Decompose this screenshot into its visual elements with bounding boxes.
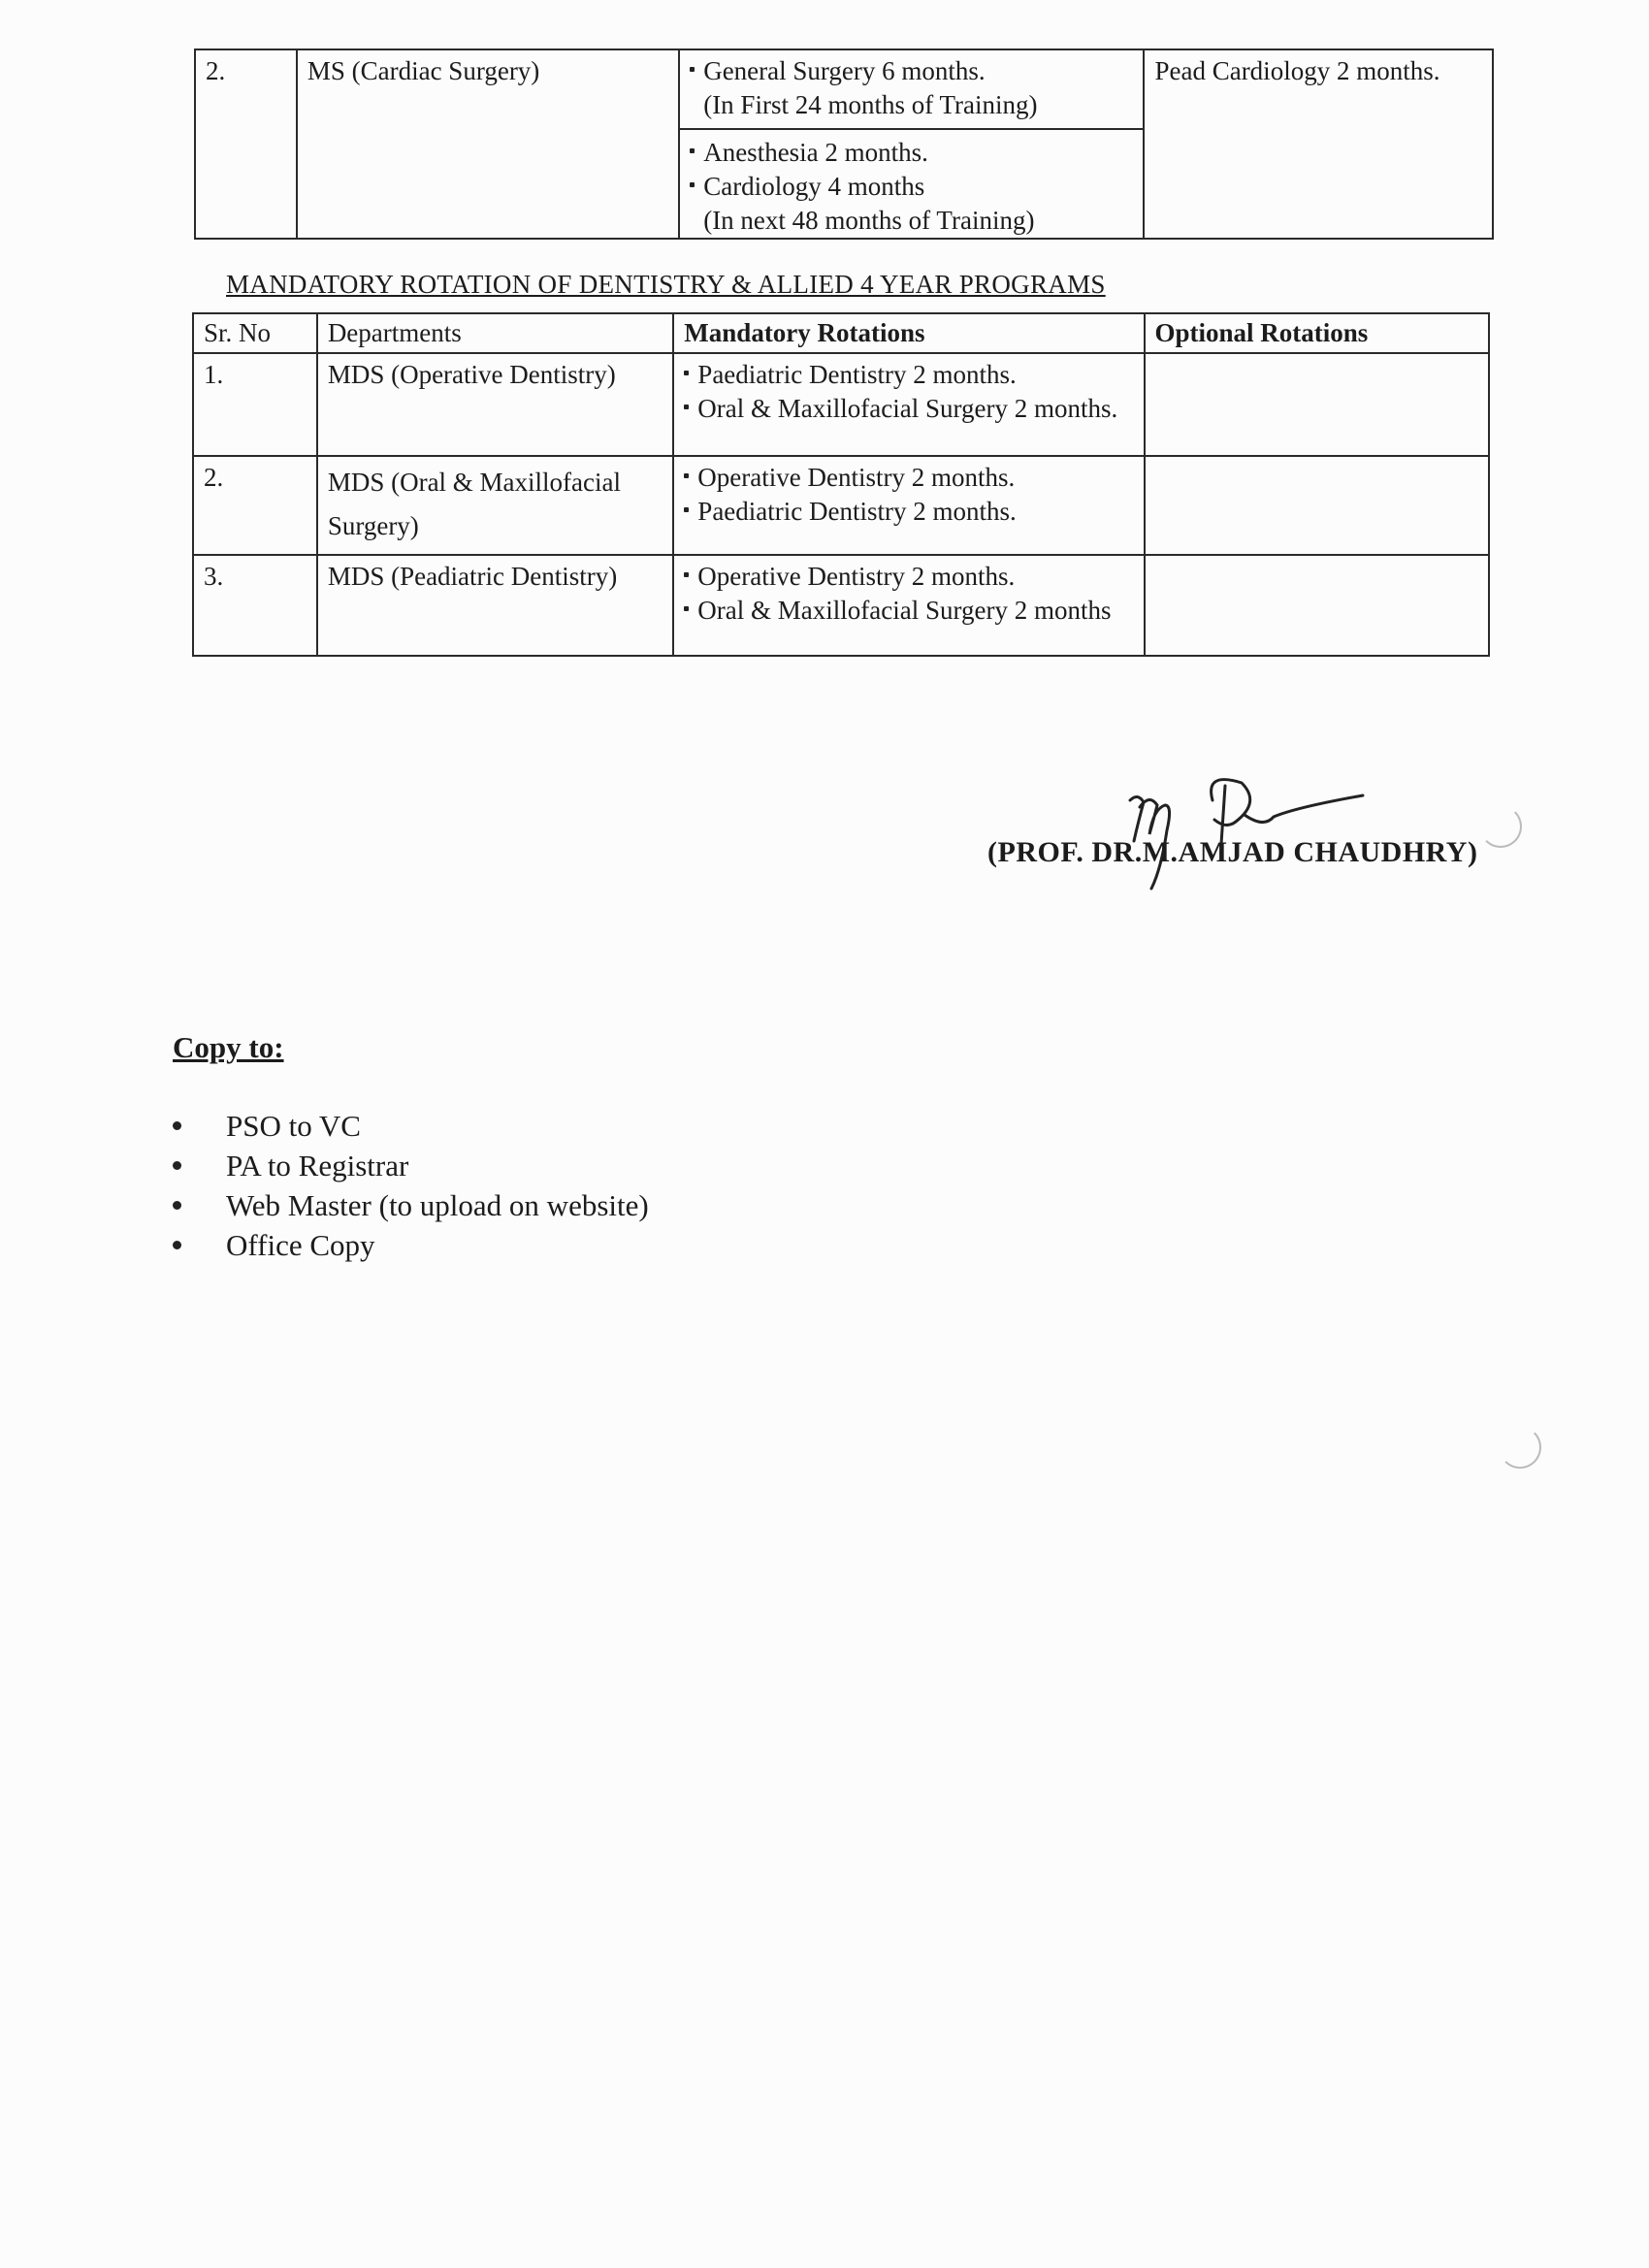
rotation-item: General Surgery 6 months. — [690, 54, 1133, 88]
optional-cell — [1145, 456, 1489, 555]
rotation-note: (In First 24 months of Training) — [703, 90, 1038, 120]
header-mandatory-rotations: Mandatory Rotations — [673, 313, 1144, 353]
mandatory-first-period — [680, 50, 1143, 130]
sr-cell: 3. — [193, 555, 317, 656]
department-cell: MDS (Peadiatric Dentistry) — [317, 555, 673, 656]
rotation-item: Paediatric Dentistry 2 months. — [684, 358, 1133, 392]
mandatory-cell — [673, 456, 1144, 555]
mandatory-cell — [673, 353, 1144, 456]
rotation-item: Paediatric Dentistry 2 months. — [684, 495, 1133, 529]
table-row — [193, 555, 1489, 656]
optional-cell — [1145, 555, 1489, 656]
signatory-name: (PROF. DR.M.AMJAD CHAUDHRY) — [987, 836, 1478, 868]
copy-to-list — [173, 1106, 649, 1265]
rotation-item: Cardiology 4 months — [690, 170, 1133, 204]
mandatory-second-period — [690, 130, 1133, 238]
handwritten-signature — [985, 757, 1373, 912]
sr-cell: 2. — [195, 49, 297, 239]
rotation-item: Oral & Maxillofacial Surgery 2 months. — [684, 392, 1133, 426]
sr-cell: 2. — [193, 456, 317, 555]
rotation-item: Anesthesia 2 months. — [690, 136, 1133, 170]
table-row — [193, 353, 1489, 456]
department-cell: MS (Cardiac Surgery) — [297, 49, 679, 239]
table-header-row — [193, 313, 1489, 353]
header-optional-rotations: Optional Rotations — [1145, 313, 1489, 353]
punch-hole-mark — [1479, 805, 1522, 848]
rotation-item: Operative Dentistry 2 months. — [684, 461, 1133, 495]
dentistry-rotation-table — [192, 312, 1490, 657]
mandatory-cell — [673, 555, 1144, 656]
sr-cell: 1. — [193, 353, 317, 456]
section-heading: MANDATORY ROTATION OF DENTISTRY & ALLIED 4 YEAR PROGRAMS — [226, 270, 1106, 299]
header-departments: Departments — [317, 313, 673, 353]
copy-to-label: Copy to: — [173, 1030, 284, 1064]
department-cell: MDS (Oral & Maxillofacial Surgery) — [317, 456, 673, 555]
optional-cell: Pead Cardiology 2 months. — [1144, 49, 1493, 239]
mandatory-cell — [679, 49, 1144, 239]
header-sr-no: Sr. No — [193, 313, 317, 353]
rotation-item: Oral & Maxillofacial Surgery 2 months — [684, 594, 1133, 628]
list-item: PSO to VC — [173, 1106, 649, 1146]
table-row — [193, 456, 1489, 555]
list-item: PA to Registrar — [173, 1146, 649, 1185]
rotation-note: (In next 48 months of Training) — [703, 206, 1035, 236]
optional-cell — [1145, 353, 1489, 456]
rotation-item: Operative Dentistry 2 months. — [684, 560, 1133, 594]
punch-hole-mark — [1499, 1426, 1541, 1469]
list-item: Web Master (to upload on website) — [173, 1185, 649, 1225]
department-cell: MDS (Operative Dentistry) — [317, 353, 673, 456]
rotation-table-continued — [194, 49, 1494, 240]
list-item: Office Copy — [173, 1225, 649, 1265]
table-row — [195, 49, 1493, 239]
